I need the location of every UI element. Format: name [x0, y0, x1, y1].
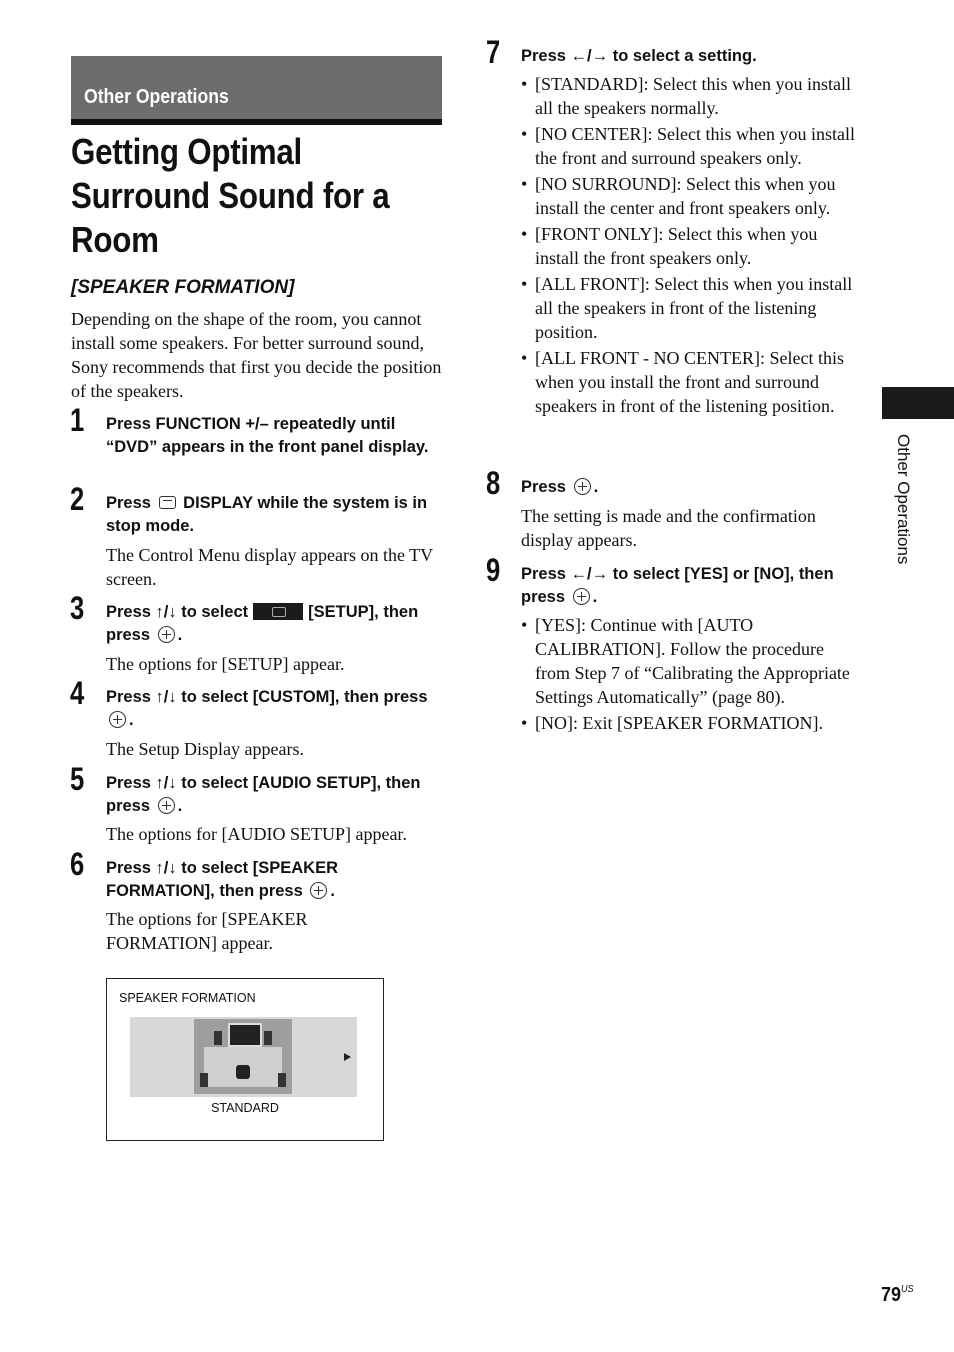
step-description: The options for [SETUP] appear.	[106, 654, 345, 674]
right-arrow-icon	[344, 1053, 351, 1061]
step-number: 3	[70, 590, 85, 626]
section-header-band	[71, 56, 442, 125]
enter-button-icon	[573, 588, 590, 605]
setting-options-list	[521, 72, 861, 420]
step-description: The setting is made and the confirmation display appears.	[521, 506, 816, 550]
intro-paragraph: Depending on the shape of the room, you cannot install some speakers. For better surround sound, Sony recommends that first you decide the position of the speakers.	[71, 309, 442, 401]
step-number: 8	[486, 465, 501, 501]
list-item: • [YES]: Continue with [AUTO CALIBRATION]. Follow the procedure from Step 7 of “Calibrating the Appropriate Settings Automatically” (page 80).	[521, 613, 861, 709]
page-number: $79^{US}$	[881, 1284, 914, 1306]
front-right-speaker-icon	[264, 1031, 272, 1045]
list-item: • [NO SURROUND]: Select this when you install the center and front speakers only.	[521, 172, 861, 220]
title-line: Surround Sound for a	[71, 175, 390, 216]
step-instruction: Press ←/→ to select [YES] or [NO], then press .	[521, 565, 834, 606]
speaker-room-diagram	[194, 1019, 292, 1094]
step-description: The options for [AUDIO SETUP] appear.	[106, 824, 407, 844]
enter-button-icon	[158, 797, 175, 814]
step-number: 7	[486, 34, 501, 70]
step-instruction: Press ↑/↓ to select [SPEAKER FORMATION], then press .	[106, 859, 338, 900]
step-instruction: Press FUNCTION +/– repeatedly until “DVD” appears in the front panel display.	[106, 415, 429, 456]
step-instruction: Press DISPLAY while the system is in stop mode.	[106, 494, 428, 535]
surround-right-speaker-icon	[278, 1073, 286, 1087]
side-tab-marker	[882, 387, 954, 419]
subheading: [SPEAKER FORMATION]	[71, 277, 295, 298]
surround-left-speaker-icon	[200, 1073, 208, 1087]
list-item: • [ALL FRONT - NO CENTER]: Select this when you install the front and surround speakers in front of the listening position.	[521, 346, 861, 418]
step-instruction: Press ↑/↓ to select [SETUP], then press .	[106, 603, 419, 644]
list-item: • [STANDARD]: Select this when you install all the speakers normally.	[521, 72, 861, 120]
step-instruction: Press ←/→ to select a setting.	[521, 47, 757, 65]
display-button-icon	[159, 496, 176, 509]
enter-button-icon	[158, 626, 175, 643]
confirmation-options-list	[521, 613, 861, 737]
step-instruction: Press .	[521, 478, 599, 496]
title-line: Getting Optimal	[71, 131, 302, 172]
speaker-formation-screen	[106, 978, 384, 1141]
step-description: The Setup Display appears.	[106, 739, 304, 759]
list-item: • [ALL FRONT]: Select this when you install all the speakers in front of the listening position.	[521, 272, 861, 344]
step-number: 6	[70, 846, 85, 882]
speaker-layout-panel	[130, 1017, 357, 1097]
list-item: • [FRONT ONLY]: Select this when you install the front speakers only.	[521, 222, 861, 270]
screen-caption: STANDARD	[211, 1101, 279, 1115]
step-number: 4	[70, 675, 85, 711]
page-title	[71, 130, 436, 262]
step-description: The options for [SPEAKER FORMATION] appear.	[106, 909, 308, 953]
tv-icon	[228, 1023, 262, 1047]
enter-button-icon	[109, 711, 126, 728]
enter-button-icon	[310, 882, 327, 899]
enter-button-icon	[574, 478, 591, 495]
side-tab-label: Other Operations	[894, 434, 913, 565]
step-number: 2	[70, 481, 85, 517]
title-line: Room	[71, 219, 159, 260]
screen-title: SPEAKER FORMATION	[119, 991, 256, 1005]
list-item: • [NO CENTER]: Select this when you install the front and surround speakers only.	[521, 122, 861, 170]
setup-toolbox-icon	[253, 603, 303, 620]
step-number: 1	[70, 402, 85, 438]
step-number: 5	[70, 761, 85, 797]
step-instruction: Press ↑/↓ to select [CUSTOM], then press .	[106, 688, 428, 729]
front-left-speaker-icon	[214, 1031, 222, 1045]
step-description: The Control Menu display appears on the TV screen.	[106, 545, 433, 589]
list-item: • [NO]: Exit [SPEAKER FORMATION].	[521, 711, 861, 735]
step-number: 9	[486, 552, 501, 588]
section-label: Other Operations	[84, 86, 229, 108]
step-instruction: Press ↑/↓ to select [AUDIO SETUP], then press .	[106, 774, 421, 815]
listener-icon	[236, 1065, 250, 1079]
